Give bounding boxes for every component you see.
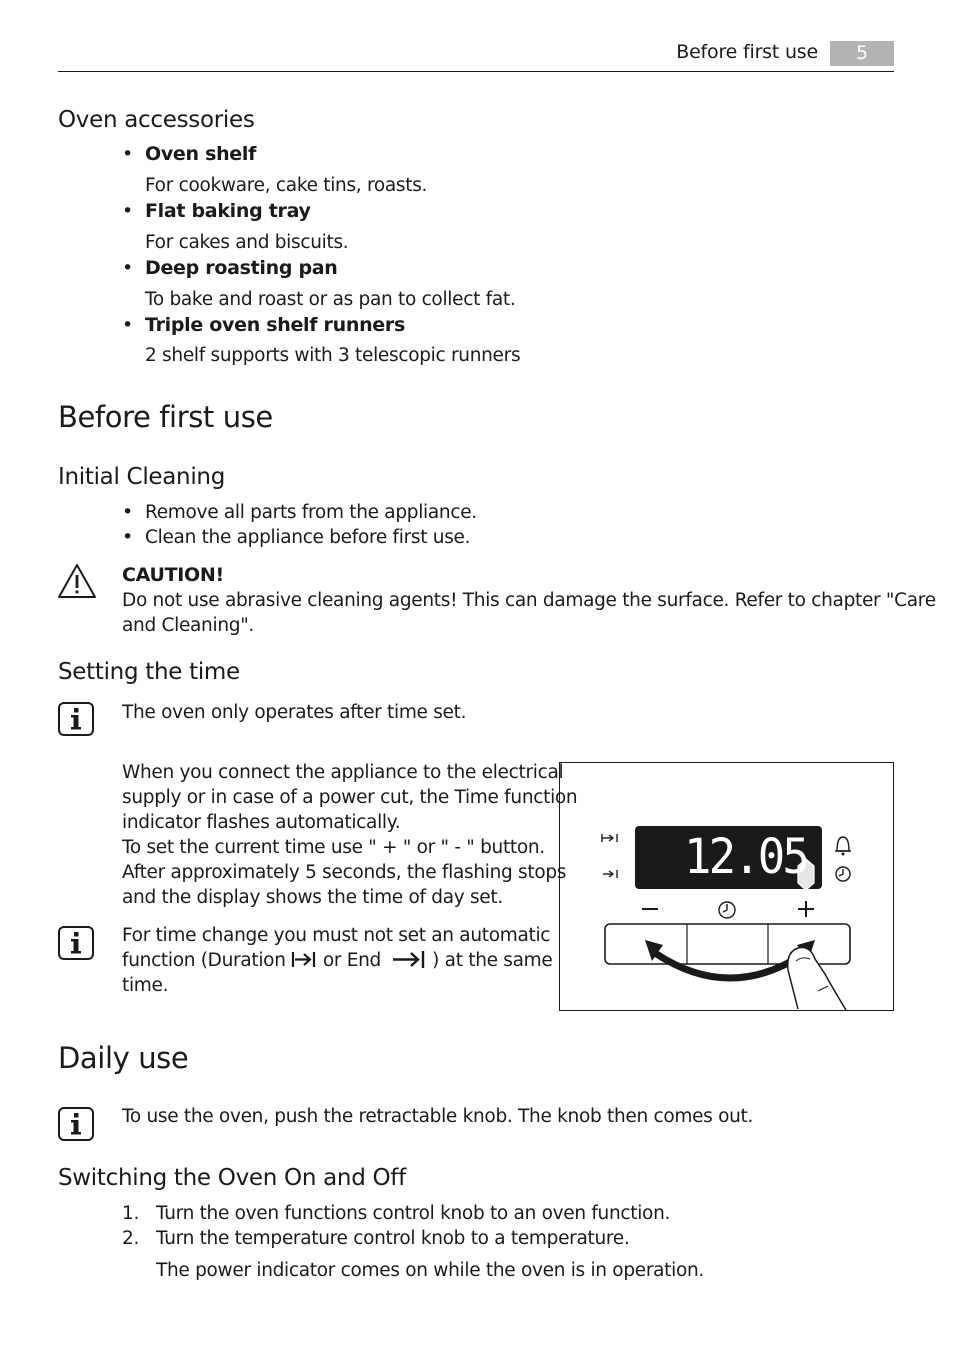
duration-icon	[291, 949, 317, 969]
warning-triangle-icon	[57, 563, 97, 599]
caution-text-line: and Cleaning".	[122, 615, 254, 636]
accessory-title: Flat baking tray	[145, 200, 311, 222]
end-indicator-icon	[603, 870, 617, 878]
body-line: indicator flashes automatically.	[122, 812, 401, 833]
step-text: Turn the temperature control knob to a temperature.	[156, 1228, 630, 1249]
accessory-desc: To bake and roast or as pan to collect fat.	[145, 289, 516, 310]
end-icon	[387, 949, 427, 969]
info-icon	[58, 702, 94, 736]
cleaning-bullet-text: Clean the appliance before first use.	[145, 527, 471, 548]
step-note: The power indicator comes on while the oven is in operation.	[156, 1260, 705, 1281]
setting-time-heading: Setting the time	[58, 659, 240, 685]
accessory-title: Deep roasting pan	[145, 257, 338, 279]
cleaning-bullet-text: Remove all parts from the appliance.	[145, 502, 477, 523]
accessory-desc: 2 shelf supports with 3 telescopic runners	[145, 345, 521, 366]
accessory-desc: For cookware, cake tins, roasts.	[145, 175, 428, 196]
clock-icon	[836, 867, 850, 881]
daily-use-heading: Daily use	[58, 1041, 189, 1075]
accessory-title: Triple oven shelf runners	[145, 314, 405, 336]
bullet: •	[122, 314, 134, 336]
step-number: 2.	[122, 1228, 140, 1249]
header-section-title: Before first use	[676, 41, 818, 63]
step-number: 1.	[122, 1203, 140, 1224]
info-text-part: ) at the same	[432, 950, 553, 971]
bullet: •	[122, 526, 134, 548]
bullet: •	[122, 143, 134, 165]
info-text-part: function (Duration	[122, 950, 286, 971]
info-text-part: or End	[322, 950, 381, 971]
plus-icon	[798, 901, 814, 917]
body-line: supply or in case of a power cut, the Time function	[122, 787, 578, 808]
before-first-use-heading: Before first use	[58, 400, 273, 434]
bullet: •	[122, 501, 134, 523]
accessory-desc: For cakes and biscuits.	[145, 232, 349, 253]
info-text: To use the oven, push the retractable knob. The knob then comes out.	[122, 1106, 754, 1127]
info-icon	[58, 1107, 94, 1141]
clock-button-icon	[719, 902, 735, 918]
caution-text-line: Do not use abrasive cleaning agents! This can damage the surface. Refer to chapter "Care	[122, 590, 936, 611]
bell-icon	[835, 837, 851, 856]
body-line: and the display shows the time of day set.	[122, 887, 503, 908]
page-number: 5	[830, 41, 894, 66]
info-text-line	[122, 948, 552, 973]
info-text: The oven only operates after time set.	[122, 702, 467, 723]
info-text: time.	[122, 975, 169, 996]
accessory-title: Oven shelf	[145, 143, 257, 165]
body-line: After approximately 5 seconds, the flashing stops	[122, 862, 567, 883]
header-rule	[58, 71, 894, 72]
info-text: For time change you must not set an automatic	[122, 925, 551, 946]
body-line: When you connect the appliance to the electrical	[122, 762, 564, 783]
display-time: 12.05	[684, 829, 808, 885]
oven-accessories-heading: Oven accessories	[58, 107, 255, 133]
info-icon	[58, 926, 94, 960]
body-line: To set the current time use " + " or " - " button.	[122, 837, 545, 858]
duration-indicator-icon	[602, 834, 617, 842]
bullet: •	[122, 257, 134, 279]
bullet: •	[122, 200, 134, 222]
control-panel-illustration	[559, 762, 894, 1011]
step-text: Turn the oven functions control knob to an oven function.	[156, 1203, 671, 1224]
switching-heading: Switching the Oven On and Off	[58, 1165, 406, 1191]
initial-cleaning-heading: Initial Cleaning	[58, 464, 225, 490]
caution-title: CAUTION!	[122, 564, 224, 586]
